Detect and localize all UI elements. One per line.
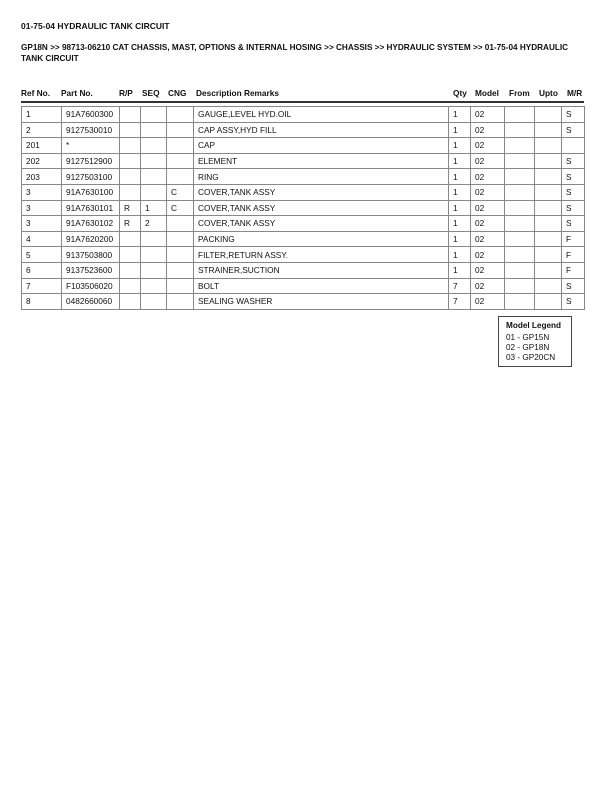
ref-no-cell: 4 [22, 231, 62, 247]
rp-cell [120, 247, 141, 263]
model-legend-item: 02 - GP18N [506, 343, 550, 352]
mr-cell: S [562, 184, 585, 200]
description-cell: BOLT [194, 278, 449, 294]
model-cell: 02 [471, 107, 505, 123]
seq-cell [141, 122, 167, 138]
model-cell: 02 [471, 184, 505, 200]
mr-cell: S [562, 294, 585, 310]
mr-cell: F [562, 262, 585, 278]
table-row [22, 294, 585, 310]
upto-cell [535, 169, 562, 185]
column-header-cng: CNG [168, 88, 187, 98]
table-row [22, 278, 585, 294]
part-no-cell: 9127503100 [62, 169, 120, 185]
seq-cell [141, 169, 167, 185]
part-no-cell: 9127512900 [62, 153, 120, 169]
column-header-seq: SEQ [142, 88, 160, 98]
ref-no-cell: 1 [22, 107, 62, 123]
description-cell: COVER,TANK ASSY [194, 184, 449, 200]
document-title: 01-75-04 HYDRAULIC TANK CIRCUIT [21, 21, 170, 31]
model-cell: 02 [471, 278, 505, 294]
table-row [22, 122, 585, 138]
seq-cell [141, 294, 167, 310]
part-no-cell: * [62, 138, 120, 154]
cng-cell [167, 278, 194, 294]
from-cell [505, 122, 535, 138]
column-header-description: Description Remarks [196, 88, 280, 98]
mr-cell: S [562, 200, 585, 216]
mr-cell: S [562, 122, 585, 138]
part-no-cell: 91A7630102 [62, 216, 120, 232]
column-header-part-no: Part No. [61, 88, 93, 98]
cng-cell [167, 138, 194, 154]
description-cell: COVER,TANK ASSY [194, 216, 449, 232]
cng-cell [167, 216, 194, 232]
cng-cell [167, 294, 194, 310]
breadcrumb: GP18N >> 98713-06210 CAT CHASSIS, MAST, OPTIONS & INTERNAL HOSING >> CHASSIS >> HYDRAULIC SYSTEM >> 01-75-04 HYDRAULIC TANK CIRCUIT [21, 43, 569, 63]
ref-no-cell: 203 [22, 169, 62, 185]
part-no-cell: 9137503800 [62, 247, 120, 263]
from-cell [505, 278, 535, 294]
rp-cell [120, 294, 141, 310]
upto-cell [535, 231, 562, 247]
seq-cell [141, 278, 167, 294]
table-row [22, 107, 585, 123]
seq-cell: 1 [141, 200, 167, 216]
part-no-cell: 91A7630100 [62, 184, 120, 200]
rp-cell [120, 122, 141, 138]
mr-cell: S [562, 216, 585, 232]
cng-cell [167, 153, 194, 169]
model-cell: 02 [471, 294, 505, 310]
upto-cell [535, 294, 562, 310]
description-cell: CAP ASSY,HYD FILL [194, 122, 449, 138]
rp-cell [120, 107, 141, 123]
qty-cell: 7 [449, 278, 471, 294]
seq-cell [141, 153, 167, 169]
upto-cell [535, 138, 562, 154]
seq-cell [141, 184, 167, 200]
upto-cell [535, 184, 562, 200]
qty-cell: 1 [449, 200, 471, 216]
seq-cell [141, 138, 167, 154]
mr-cell: S [562, 107, 585, 123]
upto-cell [535, 216, 562, 232]
ref-no-cell: 202 [22, 153, 62, 169]
mr-cell: S [562, 169, 585, 185]
table-row [22, 216, 585, 232]
upto-cell [535, 278, 562, 294]
model-cell: 02 [471, 200, 505, 216]
description-cell: COVER,TANK ASSY [194, 200, 449, 216]
from-cell [505, 153, 535, 169]
description-cell: FILTER,RETURN ASSY. [194, 247, 449, 263]
cng-cell: C [167, 184, 194, 200]
rp-cell [120, 262, 141, 278]
column-header-qty: Qty [453, 88, 467, 98]
description-cell: ELEMENT [194, 153, 449, 169]
from-cell [505, 216, 535, 232]
model-cell: 02 [471, 169, 505, 185]
from-cell [505, 169, 535, 185]
ref-no-cell: 3 [22, 200, 62, 216]
cng-cell [167, 262, 194, 278]
mr-cell: S [562, 278, 585, 294]
from-cell [505, 184, 535, 200]
qty-cell: 1 [449, 231, 471, 247]
part-no-cell: 91A7620200 [62, 231, 120, 247]
model-cell: 02 [471, 262, 505, 278]
part-no-cell: 91A7630101 [62, 200, 120, 216]
seq-cell [141, 247, 167, 263]
model-cell: 02 [471, 153, 505, 169]
cng-cell [167, 247, 194, 263]
table-row [22, 153, 585, 169]
rp-cell [120, 153, 141, 169]
header-divider [21, 101, 584, 103]
qty-cell: 1 [449, 247, 471, 263]
table-row [22, 138, 585, 154]
mr-cell: F [562, 247, 585, 263]
from-cell [505, 294, 535, 310]
seq-cell: 2 [141, 216, 167, 232]
ref-no-cell: 3 [22, 184, 62, 200]
upto-cell [535, 107, 562, 123]
rp-cell [120, 138, 141, 154]
qty-cell: 1 [449, 262, 471, 278]
cng-cell [167, 122, 194, 138]
mr-cell: S [562, 153, 585, 169]
description-cell: PACKING [194, 231, 449, 247]
model-legend-item: 01 - GP15N [506, 333, 550, 342]
upto-cell [535, 153, 562, 169]
parts-table [21, 106, 585, 310]
from-cell [505, 247, 535, 263]
column-header-rp: R/P [119, 88, 133, 98]
part-no-cell: F103506020 [62, 278, 120, 294]
rp-cell [120, 169, 141, 185]
model-legend-title: Model Legend [506, 321, 562, 330]
part-no-cell: 0482660060 [62, 294, 120, 310]
table-row [22, 231, 585, 247]
part-no-cell: 9127530010 [62, 122, 120, 138]
seq-cell [141, 262, 167, 278]
rp-cell [120, 184, 141, 200]
mr-cell: F [562, 231, 585, 247]
cng-cell [167, 107, 194, 123]
mr-cell [562, 138, 585, 154]
part-no-cell: 9137523600 [62, 262, 120, 278]
cng-cell: C [167, 200, 194, 216]
description-cell: RING [194, 169, 449, 185]
model-legend-item: 03 - GP20CN [506, 353, 556, 362]
qty-cell: 1 [449, 122, 471, 138]
rp-cell [120, 231, 141, 247]
cng-cell [167, 231, 194, 247]
ref-no-cell: 7 [22, 278, 62, 294]
table-row [22, 184, 585, 200]
upto-cell [535, 262, 562, 278]
from-cell [505, 138, 535, 154]
ref-no-cell: 3 [22, 216, 62, 232]
qty-cell: 1 [449, 138, 471, 154]
rp-cell [120, 278, 141, 294]
qty-cell: 7 [449, 294, 471, 310]
ref-no-cell: 2 [22, 122, 62, 138]
description-cell: GAUGE,LEVEL HYD.OIL [194, 107, 449, 123]
upto-cell [535, 122, 562, 138]
table-row [22, 262, 585, 278]
rp-cell: R [120, 216, 141, 232]
column-header-model: Model [475, 88, 499, 98]
seq-cell [141, 231, 167, 247]
column-header-ref-no: Ref No. [21, 88, 51, 98]
column-header-upto: Upto [539, 88, 558, 98]
rp-cell: R [120, 200, 141, 216]
table-row [22, 247, 585, 263]
column-header-from: From [509, 88, 530, 98]
column-header-mr: M/R [567, 88, 583, 98]
model-cell: 02 [471, 138, 505, 154]
ref-no-cell: 5 [22, 247, 62, 263]
seq-cell [141, 107, 167, 123]
description-cell: STRAINER,SUCTION [194, 262, 449, 278]
qty-cell: 1 [449, 107, 471, 123]
model-cell: 02 [471, 247, 505, 263]
from-cell [505, 200, 535, 216]
from-cell [505, 231, 535, 247]
description-cell: SEALING WASHER [194, 294, 449, 310]
ref-no-cell: 6 [22, 262, 62, 278]
part-no-cell: 91A7600300 [62, 107, 120, 123]
cng-cell [167, 169, 194, 185]
model-cell: 02 [471, 216, 505, 232]
upto-cell [535, 247, 562, 263]
from-cell [505, 107, 535, 123]
ref-no-cell: 8 [22, 294, 62, 310]
model-legend [498, 316, 572, 367]
table-row [22, 200, 585, 216]
parts-table-body [22, 107, 585, 310]
table-row [22, 169, 585, 185]
from-cell [505, 262, 535, 278]
qty-cell: 1 [449, 216, 471, 232]
qty-cell: 1 [449, 169, 471, 185]
model-cell: 02 [471, 231, 505, 247]
model-cell: 02 [471, 122, 505, 138]
qty-cell: 1 [449, 153, 471, 169]
description-cell: CAP [194, 138, 449, 154]
qty-cell: 1 [449, 184, 471, 200]
upto-cell [535, 200, 562, 216]
ref-no-cell: 201 [22, 138, 62, 154]
